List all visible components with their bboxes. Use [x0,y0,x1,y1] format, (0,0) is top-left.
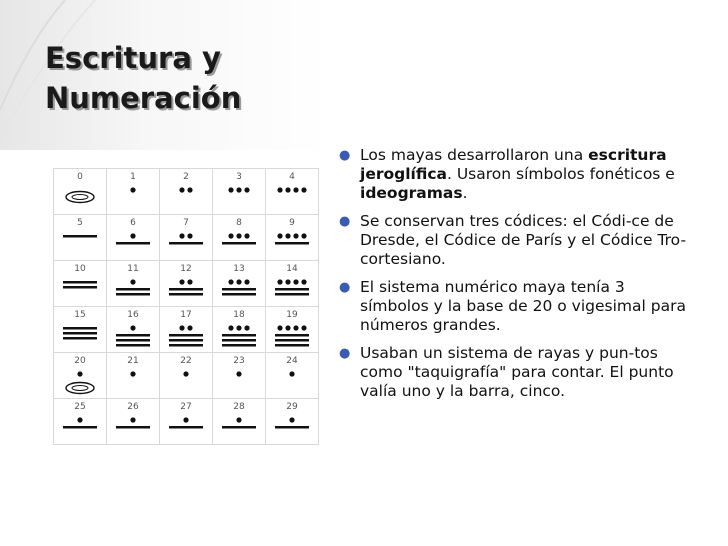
numeral-dot [179,233,184,238]
numeral-dot [285,325,290,330]
numeral-row [54,261,319,307]
numeral-cell [107,169,160,215]
numeral-dot [301,233,306,238]
maya-numeral-glyph [216,231,262,259]
maya-numeral-glyph [216,415,262,443]
numeral-value: 26 [127,402,139,412]
numeral-bar [116,334,150,337]
numeral-value: 27 [180,402,192,412]
numeral-cell [107,399,160,445]
numeral-cell [213,353,266,399]
numeral-dot [301,325,306,330]
numeral-cell [160,307,213,353]
numeral-dot [293,187,298,192]
numeral-cell [213,261,266,307]
numeral-value: 25 [74,402,86,412]
numeral-cell [266,353,319,399]
maya-numeral-glyph [57,277,103,305]
numeral-dot [244,325,249,330]
numeral-dot [187,233,192,238]
numeral-value: 6 [130,218,136,228]
numeral-value: 5 [77,218,83,228]
numeral-dot [293,279,298,284]
numeral-dot [179,187,184,192]
maya-numeral-glyph [269,415,315,443]
numeral-bar [222,242,256,245]
numeral-row [54,215,319,261]
numeral-dot [293,233,298,238]
numeral-dot [228,325,233,330]
numeral-dot [228,279,233,284]
maya-numeral-glyph [57,415,103,443]
numeral-cell [107,215,160,261]
maya-numeral-glyph [216,185,262,213]
numeral-dot [293,325,298,330]
numeral-dot [130,371,135,376]
slide-title [45,38,241,118]
numeral-bar [169,339,203,342]
numeral-value: 24 [286,356,298,366]
bullet-item [335,212,695,269]
numeral-dot [236,233,241,238]
maya-numeral-glyph [57,231,103,259]
numeral-value: 15 [74,310,86,320]
numeral-cell [160,169,213,215]
numeral-bar [275,288,309,291]
maya-numeral-glyph [163,277,209,305]
numeral-cell [213,399,266,445]
numeral-bar [116,426,150,429]
numeral-bar [275,339,309,342]
numeral-bar [169,334,203,337]
numeral-value: 20 [74,356,86,366]
numeral-cell [54,353,107,399]
slide-title-line-2: Numeración [45,81,242,115]
numeral-value: 12 [180,264,192,274]
numeral-cell [266,215,319,261]
bullet-text: El sistema numérico maya tenía 3 símbolos y la base de 20 o vigesimal para números grandes. [360,278,686,334]
numeral-cell [160,353,213,399]
numeral-bar [116,288,150,291]
numeral-bar [63,286,97,289]
numeral-dot [285,187,290,192]
numeral-cell [213,169,266,215]
numeral-dot [187,187,192,192]
bullet-icon: ● [339,280,351,295]
maya-numeral-glyph [269,185,315,213]
numeral-bar [222,293,256,296]
bullet-item [335,278,695,335]
numeral-value: 8 [236,218,242,228]
numeral-cell [107,307,160,353]
bullet-text-part: Los mayas desarrollaron una [360,146,589,164]
numeral-dot [236,187,241,192]
numeral-bar [275,293,309,296]
bullet-bold-term: ideogramas [360,184,463,202]
maya-numeral-glyph [110,369,156,397]
numeral-bar [275,426,309,429]
bullet-icon: ● [339,148,351,163]
numeral-dot [244,233,249,238]
maya-numeral-glyph [269,231,315,259]
numeral-bar [63,337,97,340]
maya-numeral-glyph [110,231,156,259]
maya-numeral-glyph [57,369,103,397]
numeral-value: 17 [180,310,192,320]
maya-numeral-glyph [269,369,315,397]
numeral-dot [277,279,282,284]
numeral-bar [222,339,256,342]
slide-title-line-1: Escritura y [45,41,221,75]
numeral-value: 22 [180,356,192,366]
numeral-dot [236,279,241,284]
numeral-bar [169,242,203,245]
maya-numeral-glyph [163,369,209,397]
numeral-value: 2 [183,172,189,182]
numeral-cell [266,307,319,353]
maya-numerals-table [53,168,319,445]
numeral-dot [179,325,184,330]
numeral-cell [54,215,107,261]
numeral-dot [244,279,249,284]
maya-numeral-glyph [110,323,156,351]
bullet-list [335,146,695,410]
numeral-dot [277,187,282,192]
numeral-value: 1 [130,172,136,182]
numeral-bar [169,293,203,296]
numeral-dot [285,233,290,238]
maya-numeral-glyph [216,369,262,397]
numeral-row [54,169,319,215]
numeral-dot [130,279,135,284]
bullet-text: Se conservan tres códices: el Códi-ce de Dresde, el Códice de París y el Códice Tro-cortesiano. [360,212,687,268]
numeral-dot [236,371,241,376]
numeral-bar [169,288,203,291]
numeral-row [54,307,319,353]
numeral-value: 18 [233,310,245,320]
numeral-value: 23 [233,356,245,366]
numeral-cell [213,307,266,353]
numeral-cell [266,261,319,307]
numeral-dot [236,325,241,330]
bullet-item [335,344,695,401]
numeral-dot [183,417,188,422]
numeral-cell [266,169,319,215]
numeral-dot [179,279,184,284]
maya-numeral-glyph [163,185,209,213]
numeral-bar [116,242,150,245]
numeral-dot [183,371,188,376]
numeral-bar [222,334,256,337]
numeral-cell [54,261,107,307]
numeral-dot [228,233,233,238]
bullet-item [335,146,695,203]
numeral-cell [266,399,319,445]
numeral-value: 7 [183,218,189,228]
numeral-bar [63,235,97,238]
bullet-icon: ● [339,346,351,361]
maya-numeral-glyph [110,277,156,305]
numeral-row [54,353,319,399]
maya-numeral-glyph [57,185,103,213]
numeral-bar [275,344,309,347]
numeral-dot [301,279,306,284]
numeral-bar [63,332,97,335]
numeral-value: 4 [289,172,295,182]
numeral-cell [160,261,213,307]
numeral-bar [169,426,203,429]
maya-numeral-glyph [163,231,209,259]
bullet-text-part: . Usaron símbolos fonéticos e [446,165,675,183]
numeral-bar [63,426,97,429]
numeral-dot [130,233,135,238]
numeral-bar [116,344,150,347]
maya-numeral-glyph [269,277,315,305]
numeral-dot [289,371,294,376]
numeral-value: 16 [127,310,139,320]
numeral-cell [160,215,213,261]
numeral-value: 21 [127,356,139,366]
numeral-dot [301,187,306,192]
numeral-dot [77,417,82,422]
numeral-dot [130,417,135,422]
numeral-bar [222,344,256,347]
numeral-cell [54,399,107,445]
numeral-value: 29 [286,402,298,412]
numeral-bar [116,293,150,296]
numeral-value: 11 [127,264,139,274]
numeral-bar [275,334,309,337]
numeral-bar [275,242,309,245]
maya-numeral-glyph [216,323,262,351]
numeral-cell [213,215,266,261]
shell-zero-icon [66,383,94,394]
shell-inner-icon [72,386,88,391]
numeral-bar [169,344,203,347]
maya-numeral-glyph [163,323,209,351]
numeral-dot [277,325,282,330]
numeral-dot [228,187,233,192]
bullet-icon: ● [339,214,351,229]
shell-zero-icon [66,192,94,203]
maya-numeral-glyph [57,323,103,351]
numeral-value: 19 [286,310,298,320]
numeral-value: 14 [286,264,298,274]
numeral-value: 10 [74,264,86,274]
numeral-dot [277,233,282,238]
numeral-bar [116,339,150,342]
numeral-bar [63,327,97,330]
numeral-value: 0 [77,172,83,182]
maya-numeral-glyph [163,415,209,443]
numeral-value: 13 [233,264,245,274]
numeral-cell [54,169,107,215]
maya-numeral-glyph [269,323,315,351]
numeral-value: 9 [289,218,295,228]
numeral-cell [54,307,107,353]
bullet-text-part: . [462,184,468,202]
numeral-row [54,399,319,445]
numeral-dot [289,417,294,422]
shell-inner-icon [72,195,88,200]
numeral-dot [187,279,192,284]
maya-numeral-glyph [110,415,156,443]
numeral-dot [244,187,249,192]
numeral-cell [107,261,160,307]
maya-numeral-glyph [110,185,156,213]
numeral-bar [63,281,97,284]
maya-numeral-glyph [216,277,262,305]
numeral-dot [77,371,82,376]
numeral-dot [187,325,192,330]
bullet-text: Usaban un sistema de rayas y pun-tos como "taquigrafía" para contar. El punto valía uno y la barra, cinco. [360,344,674,400]
numeral-bar [222,426,256,429]
bullet-bold-term: escritura jeroglífica [360,146,667,183]
numeral-value: 3 [236,172,242,182]
numeral-dot [130,325,135,330]
numeral-dot [130,187,135,192]
numeral-dot [285,279,290,284]
numeral-dot [236,417,241,422]
numeral-cell [160,399,213,445]
numeral-value: 28 [233,402,245,412]
numeral-bar [222,288,256,291]
numeral-cell [107,353,160,399]
